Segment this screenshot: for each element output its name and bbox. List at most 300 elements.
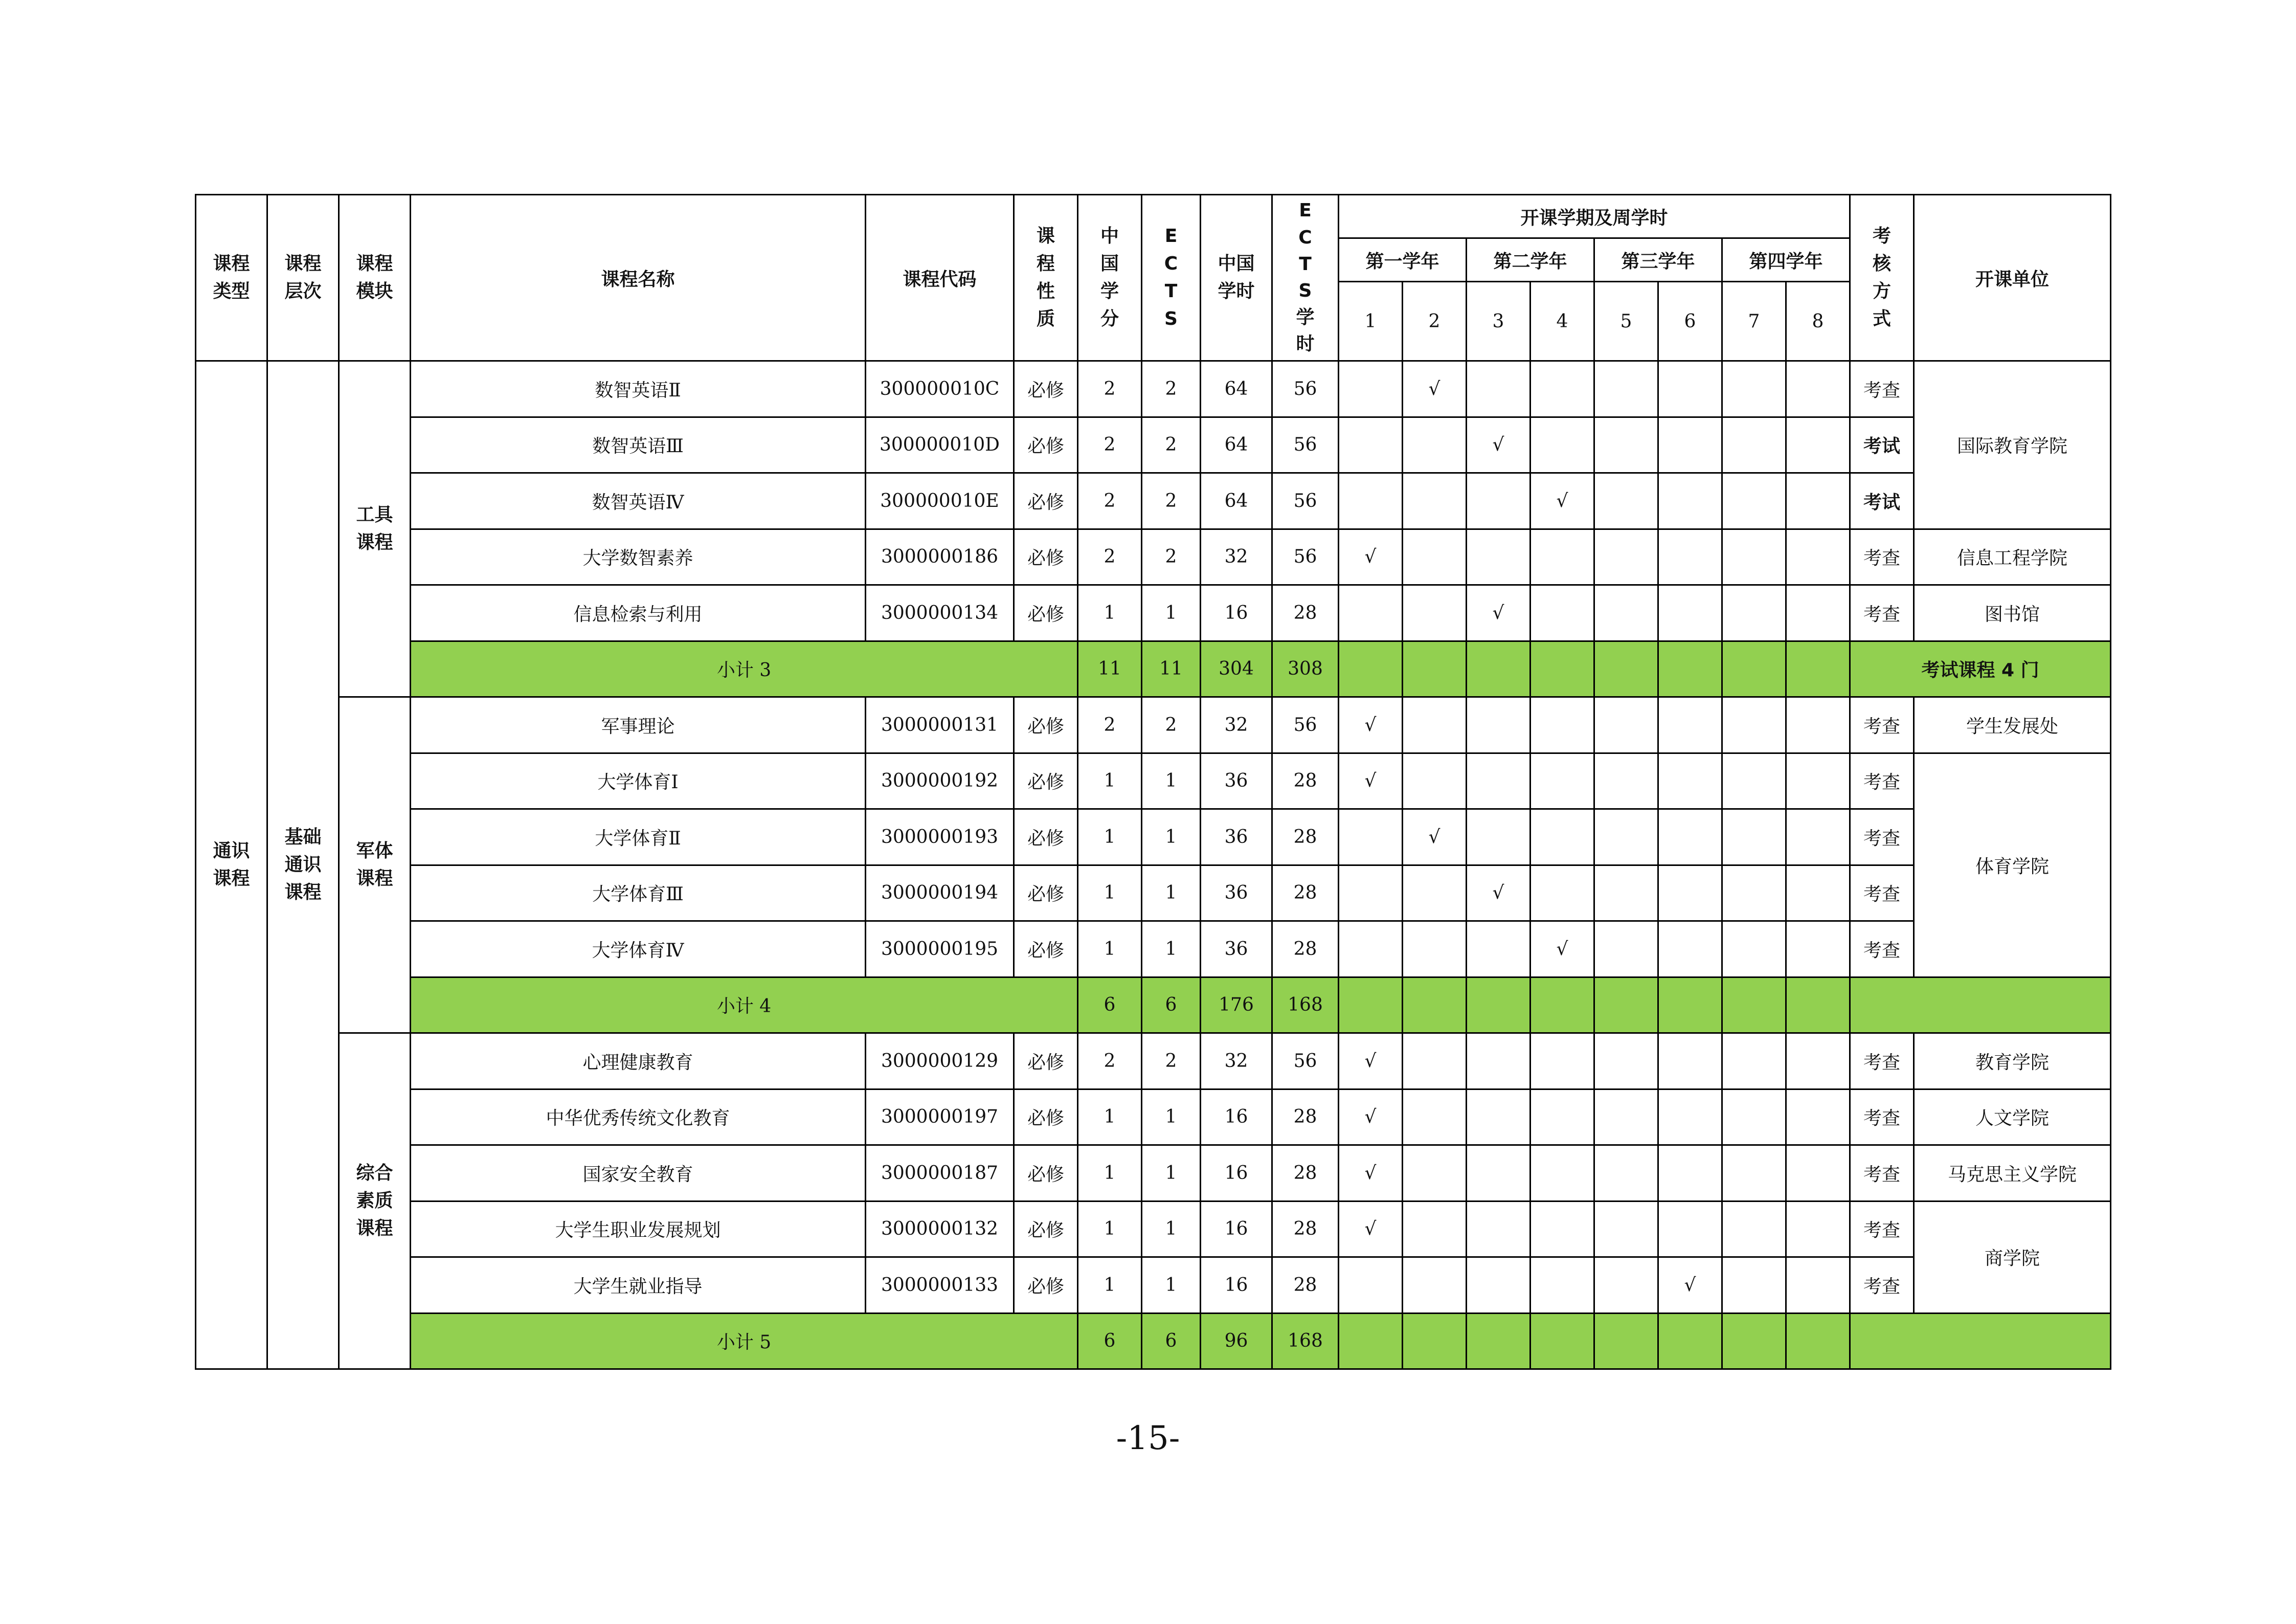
semester-5-cell	[1594, 1089, 1658, 1145]
semester-6-cell	[1658, 753, 1722, 809]
semester-3-cell	[1467, 1145, 1530, 1202]
semester-1-cell	[1339, 809, 1403, 865]
semester-8-cell	[1786, 361, 1850, 417]
semester-8-cell	[1786, 921, 1850, 977]
check-mark: √	[1364, 770, 1377, 792]
semester-2-cell	[1403, 529, 1467, 585]
table-row	[196, 921, 2111, 977]
assessment-method: 考查	[1850, 753, 1914, 809]
semester-1-cell	[1339, 1145, 1403, 1202]
semester-1-cell	[1339, 1033, 1403, 1089]
cn-credit: 2	[1078, 529, 1142, 585]
semester-5-cell	[1594, 921, 1658, 977]
semester-6-cell	[1658, 1089, 1722, 1145]
subtotal-semester-5-cell	[1594, 641, 1658, 697]
subtotal-semester-5-cell	[1594, 977, 1658, 1033]
course-code: 3000000197	[866, 1089, 1014, 1145]
assessment-method: 考查	[1850, 921, 1914, 977]
semester-4-cell	[1530, 1033, 1594, 1089]
semester-7-cell	[1722, 361, 1786, 417]
cn-hours: 16	[1201, 1257, 1272, 1314]
ects-hours: 56	[1272, 697, 1339, 753]
subtotal-semester-1-cell	[1339, 977, 1403, 1033]
header-semester-5: 5	[1594, 282, 1658, 361]
semester-4-cell	[1530, 1201, 1594, 1257]
check-mark: √	[1428, 826, 1440, 848]
semester-2-cell	[1403, 585, 1467, 641]
semester-3-cell	[1467, 417, 1530, 473]
course-code: 3000000195	[866, 921, 1014, 977]
semester-8-cell	[1786, 1145, 1850, 1202]
offering-unit: 商学院	[1914, 1201, 2111, 1313]
course-code: 3000000129	[866, 1033, 1014, 1089]
table-row	[196, 529, 2111, 585]
semester-7-cell	[1722, 697, 1786, 753]
subtotal-semester-8-cell	[1786, 641, 1850, 697]
semester-8-cell	[1786, 1033, 1850, 1089]
header-cn-hours: 中国学时	[1201, 195, 1272, 361]
header-semester-6: 6	[1658, 282, 1722, 361]
check-mark: √	[1428, 378, 1440, 399]
course-module-cell: 综合素质课程	[339, 1033, 411, 1369]
ects-hours: 28	[1272, 1201, 1339, 1257]
semester-3-cell	[1467, 529, 1530, 585]
subtotal-semester-2-cell	[1403, 977, 1467, 1033]
semester-8-cell	[1786, 473, 1850, 529]
ects-hours: 56	[1272, 529, 1339, 585]
cn-credit: 1	[1078, 865, 1142, 921]
subtotal-cn-hours: 96	[1201, 1313, 1272, 1369]
semester-8-cell	[1786, 1089, 1850, 1145]
semester-6-cell	[1658, 809, 1722, 865]
semester-1-cell	[1339, 473, 1403, 529]
semester-4-cell	[1530, 865, 1594, 921]
subtotal-semester-6-cell	[1658, 977, 1722, 1033]
subtotal-semester-8-cell	[1786, 977, 1850, 1033]
subtotal-ects: 6	[1142, 1313, 1201, 1369]
subtotal-semester-5-cell	[1594, 1313, 1658, 1369]
header-ects-hours: ECTS学时	[1272, 195, 1339, 361]
offering-unit: 马克思主义学院	[1914, 1145, 2111, 1202]
semester-7-cell	[1722, 417, 1786, 473]
course-nature: 必修	[1014, 921, 1078, 977]
course-code: 3000000194	[866, 865, 1014, 921]
subtotal-cn-credit: 6	[1078, 977, 1142, 1033]
semester-2-cell	[1403, 753, 1467, 809]
assessment-method: 考查	[1850, 1145, 1914, 1202]
course-nature: 必修	[1014, 417, 1078, 473]
offering-unit: 信息工程学院	[1914, 529, 2111, 585]
cn-credit: 1	[1078, 585, 1142, 641]
course-name: 心理健康教育	[411, 1033, 866, 1089]
check-mark: √	[1684, 1274, 1696, 1296]
semester-5-cell	[1594, 1257, 1658, 1314]
course-code: 3000000193	[866, 809, 1014, 865]
subtotal-semester-4-cell	[1530, 1313, 1594, 1369]
ects-hours: 56	[1272, 1033, 1339, 1089]
assessment-method: 考查	[1850, 361, 1914, 417]
course-nature: 必修	[1014, 697, 1078, 753]
semester-3-cell	[1467, 865, 1530, 921]
course-module-cell: 工具课程	[339, 361, 411, 697]
header-year-4: 第四学年	[1722, 238, 1850, 282]
semester-6-cell	[1658, 1257, 1722, 1314]
course-code: 3000000192	[866, 753, 1014, 809]
assessment-method: 考查	[1850, 1201, 1914, 1257]
ects-hours: 28	[1272, 753, 1339, 809]
subtotal-row	[196, 1313, 2111, 1369]
subtotal-cn-hours: 304	[1201, 641, 1272, 697]
subtotal-semester-3-cell	[1467, 641, 1530, 697]
ects-hours: 28	[1272, 865, 1339, 921]
subtotal-note: 考试课程 4 门	[1850, 641, 2111, 697]
assessment-method: 考试	[1850, 417, 1914, 473]
cn-credit: 2	[1078, 417, 1142, 473]
course-name: 国家安全教育	[411, 1145, 866, 1202]
assessment-method: 考查	[1850, 697, 1914, 753]
semester-7-cell	[1722, 585, 1786, 641]
semester-3-cell	[1467, 1089, 1530, 1145]
ects-hours: 56	[1272, 417, 1339, 473]
subtotal-row	[196, 641, 2111, 697]
ects-hours: 28	[1272, 585, 1339, 641]
cn-hours: 36	[1201, 921, 1272, 977]
semester-8-cell	[1786, 697, 1850, 753]
course-type-cell: 通识课程	[196, 361, 267, 1369]
ects-credit: 1	[1142, 1201, 1201, 1257]
semester-7-cell	[1722, 1089, 1786, 1145]
course-nature: 必修	[1014, 809, 1078, 865]
header-course-module: 课程模块	[339, 195, 411, 361]
semester-2-cell	[1403, 1257, 1467, 1314]
ects-hours: 28	[1272, 809, 1339, 865]
table-row	[196, 697, 2111, 753]
cn-hours: 64	[1201, 417, 1272, 473]
header-assessment: 考核方式	[1850, 195, 1914, 361]
course-name: 信息检索与利用	[411, 585, 866, 641]
course-code: 3000000187	[866, 1145, 1014, 1202]
subtotal-semester-2-cell	[1403, 1313, 1467, 1369]
subtotal-semester-1-cell	[1339, 641, 1403, 697]
semester-5-cell	[1594, 809, 1658, 865]
course-code: 3000000131	[866, 697, 1014, 753]
cn-hours: 64	[1201, 361, 1272, 417]
semester-2-cell	[1403, 1033, 1467, 1089]
semester-5-cell	[1594, 753, 1658, 809]
semester-6-cell	[1658, 473, 1722, 529]
cn-credit: 1	[1078, 921, 1142, 977]
course-name: 大学生职业发展规划	[411, 1201, 866, 1257]
semester-8-cell	[1786, 1257, 1850, 1314]
cn-hours: 32	[1201, 697, 1272, 753]
course-nature: 必修	[1014, 753, 1078, 809]
table-row	[196, 1257, 2111, 1314]
semester-1-cell	[1339, 697, 1403, 753]
semester-5-cell	[1594, 417, 1658, 473]
semester-8-cell	[1786, 529, 1850, 585]
semester-8-cell	[1786, 417, 1850, 473]
header-year-2: 第二学年	[1467, 238, 1594, 282]
semester-1-cell	[1339, 921, 1403, 977]
semester-3-cell	[1467, 1257, 1530, 1314]
ects-credit: 1	[1142, 809, 1201, 865]
cn-hours: 32	[1201, 529, 1272, 585]
semester-1-cell	[1339, 865, 1403, 921]
semester-2-cell	[1403, 921, 1467, 977]
semester-1-cell	[1339, 417, 1403, 473]
course-name: 中华优秀传统文化教育	[411, 1089, 866, 1145]
semester-7-cell	[1722, 865, 1786, 921]
check-mark: √	[1492, 602, 1504, 624]
table-row	[196, 473, 2111, 529]
course-code: 3000000133	[866, 1257, 1014, 1314]
subtotal-ects: 11	[1142, 641, 1201, 697]
course-nature: 必修	[1014, 473, 1078, 529]
semester-4-cell	[1530, 473, 1594, 529]
semester-4-cell	[1530, 753, 1594, 809]
semester-4-cell	[1530, 697, 1594, 753]
check-mark: √	[1364, 546, 1377, 568]
subtotal-semester-7-cell	[1722, 977, 1786, 1033]
semester-3-cell	[1467, 361, 1530, 417]
semester-6-cell	[1658, 865, 1722, 921]
check-mark: √	[1556, 490, 1568, 511]
table-row	[196, 1145, 2111, 1202]
ects-credit: 1	[1142, 865, 1201, 921]
table-row	[196, 417, 2111, 473]
semester-2-cell	[1403, 809, 1467, 865]
semester-1-cell	[1339, 585, 1403, 641]
subtotal-semester-3-cell	[1467, 1313, 1530, 1369]
subtotal-semester-7-cell	[1722, 641, 1786, 697]
table-row	[196, 1089, 2111, 1145]
ects-hours: 28	[1272, 1089, 1339, 1145]
subtotal-cn-credit: 11	[1078, 641, 1142, 697]
subtotal-semester-8-cell	[1786, 1313, 1850, 1369]
table-row	[196, 865, 2111, 921]
semester-7-cell	[1722, 809, 1786, 865]
course-nature: 必修	[1014, 1033, 1078, 1089]
header-ects: ECTS	[1142, 195, 1201, 361]
ects-credit: 1	[1142, 1257, 1201, 1314]
semester-3-cell	[1467, 1201, 1530, 1257]
semester-2-cell	[1403, 417, 1467, 473]
cn-credit: 1	[1078, 1145, 1142, 1202]
check-mark: √	[1364, 714, 1377, 736]
semester-7-cell	[1722, 1145, 1786, 1202]
cn-hours: 16	[1201, 1145, 1272, 1202]
course-nature: 必修	[1014, 1257, 1078, 1314]
semester-2-cell	[1403, 1089, 1467, 1145]
semester-6-cell	[1658, 1201, 1722, 1257]
semester-3-cell	[1467, 921, 1530, 977]
check-mark: √	[1364, 1106, 1377, 1128]
cn-hours: 36	[1201, 753, 1272, 809]
ects-credit: 2	[1142, 417, 1201, 473]
offering-unit: 图书馆	[1914, 585, 2111, 641]
semester-4-cell	[1530, 1145, 1594, 1202]
semester-4-cell	[1530, 585, 1594, 641]
course-module-cell: 军体课程	[339, 697, 411, 1033]
subtotal-note	[1850, 1313, 2111, 1369]
semester-5-cell	[1594, 697, 1658, 753]
semester-6-cell	[1658, 1033, 1722, 1089]
ects-credit: 1	[1142, 753, 1201, 809]
semester-4-cell	[1530, 529, 1594, 585]
cn-hours: 16	[1201, 1201, 1272, 1257]
semester-4-cell	[1530, 361, 1594, 417]
cn-credit: 1	[1078, 1257, 1142, 1314]
subtotal-semester-4-cell	[1530, 641, 1594, 697]
course-nature: 必修	[1014, 1089, 1078, 1145]
check-mark: √	[1492, 434, 1504, 456]
header-year-3: 第三学年	[1594, 238, 1722, 282]
semester-5-cell	[1594, 865, 1658, 921]
semester-2-cell	[1403, 361, 1467, 417]
course-code: 300000010E	[866, 473, 1014, 529]
offering-unit: 国际教育学院	[1914, 361, 2111, 529]
course-code: 3000000186	[866, 529, 1014, 585]
header-unit: 开课单位	[1914, 195, 2111, 361]
subtotal-semester-3-cell	[1467, 977, 1530, 1033]
course-name: 大学体育Ⅳ	[411, 921, 866, 977]
check-mark: √	[1556, 938, 1568, 960]
semester-5-cell	[1594, 361, 1658, 417]
subtotal-label: 小计 4	[411, 977, 1078, 1033]
semester-8-cell	[1786, 809, 1850, 865]
assessment-method: 考试	[1850, 473, 1914, 529]
cn-hours: 16	[1201, 585, 1272, 641]
semester-6-cell	[1658, 585, 1722, 641]
ects-credit: 1	[1142, 1145, 1201, 1202]
course-code: 3000000134	[866, 585, 1014, 641]
semester-1-cell	[1339, 1089, 1403, 1145]
cn-hours: 36	[1201, 865, 1272, 921]
semester-4-cell	[1530, 1089, 1594, 1145]
semester-7-cell	[1722, 1201, 1786, 1257]
semester-4-cell	[1530, 1257, 1594, 1314]
course-code: 300000010D	[866, 417, 1014, 473]
semester-7-cell	[1722, 473, 1786, 529]
ects-credit: 2	[1142, 473, 1201, 529]
header-semester-3: 3	[1467, 282, 1530, 361]
semester-3-cell	[1467, 753, 1530, 809]
subtotal-cn-hours: 176	[1201, 977, 1272, 1033]
semester-1-cell	[1339, 753, 1403, 809]
cn-hours: 64	[1201, 473, 1272, 529]
ects-credit: 2	[1142, 361, 1201, 417]
offering-unit: 教育学院	[1914, 1033, 2111, 1089]
course-code: 3000000132	[866, 1201, 1014, 1257]
semester-8-cell	[1786, 585, 1850, 641]
semester-6-cell	[1658, 361, 1722, 417]
course-name: 大学体育Ⅲ	[411, 865, 866, 921]
semester-2-cell	[1403, 1201, 1467, 1257]
assessment-method: 考查	[1850, 1033, 1914, 1089]
ects-credit: 2	[1142, 1033, 1201, 1089]
semester-2-cell	[1403, 697, 1467, 753]
cn-credit: 2	[1078, 473, 1142, 529]
semester-1-cell	[1339, 1201, 1403, 1257]
offering-unit: 体育学院	[1914, 753, 2111, 977]
semester-3-cell	[1467, 473, 1530, 529]
semester-2-cell	[1403, 1145, 1467, 1202]
subtotal-semester-2-cell	[1403, 641, 1467, 697]
course-nature: 必修	[1014, 865, 1078, 921]
table-row	[196, 1201, 2111, 1257]
ects-hours: 56	[1272, 361, 1339, 417]
subtotal-semester-6-cell	[1658, 1313, 1722, 1369]
check-mark: √	[1364, 1162, 1377, 1184]
assessment-method: 考查	[1850, 1089, 1914, 1145]
ects-credit: 2	[1142, 697, 1201, 753]
semester-3-cell	[1467, 697, 1530, 753]
ects-credit: 1	[1142, 921, 1201, 977]
semester-8-cell	[1786, 1201, 1850, 1257]
semester-6-cell	[1658, 417, 1722, 473]
semester-5-cell	[1594, 1201, 1658, 1257]
ects-credit: 1	[1142, 585, 1201, 641]
course-nature: 必修	[1014, 529, 1078, 585]
subtotal-semester-7-cell	[1722, 1313, 1786, 1369]
cn-credit: 1	[1078, 809, 1142, 865]
assessment-method: 考查	[1850, 1257, 1914, 1314]
cn-credit: 2	[1078, 697, 1142, 753]
header-cn-credit: 中国学分	[1078, 195, 1142, 361]
subtotal-label: 小计 5	[411, 1313, 1078, 1369]
semester-5-cell	[1594, 1033, 1658, 1089]
semester-6-cell	[1658, 697, 1722, 753]
course-nature: 必修	[1014, 1201, 1078, 1257]
cn-hours: 36	[1201, 809, 1272, 865]
cn-credit: 2	[1078, 1033, 1142, 1089]
subtotal-note	[1850, 977, 2111, 1033]
semester-7-cell	[1722, 753, 1786, 809]
header-semesters-title: 开课学期及周学时	[1339, 195, 1850, 238]
course-nature: 必修	[1014, 361, 1078, 417]
assessment-method: 考查	[1850, 585, 1914, 641]
semester-2-cell	[1403, 473, 1467, 529]
table-row	[196, 361, 2111, 417]
course-name: 大学数智素养	[411, 529, 866, 585]
course-level-cell: 基础通识课程	[267, 361, 339, 1369]
course-nature: 必修	[1014, 585, 1078, 641]
ects-hours: 28	[1272, 1257, 1339, 1314]
semester-1-cell	[1339, 529, 1403, 585]
curriculum-table	[195, 194, 2111, 1370]
assessment-method: 考查	[1850, 865, 1914, 921]
table-row	[196, 809, 2111, 865]
semester-3-cell	[1467, 585, 1530, 641]
cn-credit: 1	[1078, 1201, 1142, 1257]
semester-8-cell	[1786, 865, 1850, 921]
semester-6-cell	[1658, 1145, 1722, 1202]
semester-6-cell	[1658, 921, 1722, 977]
semester-5-cell	[1594, 473, 1658, 529]
subtotal-ects: 6	[1142, 977, 1201, 1033]
subtotal-semester-1-cell	[1339, 1313, 1403, 1369]
cn-credit: 2	[1078, 361, 1142, 417]
course-name: 大学体育Ⅱ	[411, 809, 866, 865]
ects-hours: 28	[1272, 1145, 1339, 1202]
ects-hours: 28	[1272, 921, 1339, 977]
assessment-method: 考查	[1850, 529, 1914, 585]
course-name: 数智英语Ⅱ	[411, 361, 866, 417]
table-row	[196, 585, 2111, 641]
check-mark: √	[1492, 882, 1504, 904]
header-semester-4: 4	[1530, 282, 1594, 361]
offering-unit: 学生发展处	[1914, 697, 2111, 753]
